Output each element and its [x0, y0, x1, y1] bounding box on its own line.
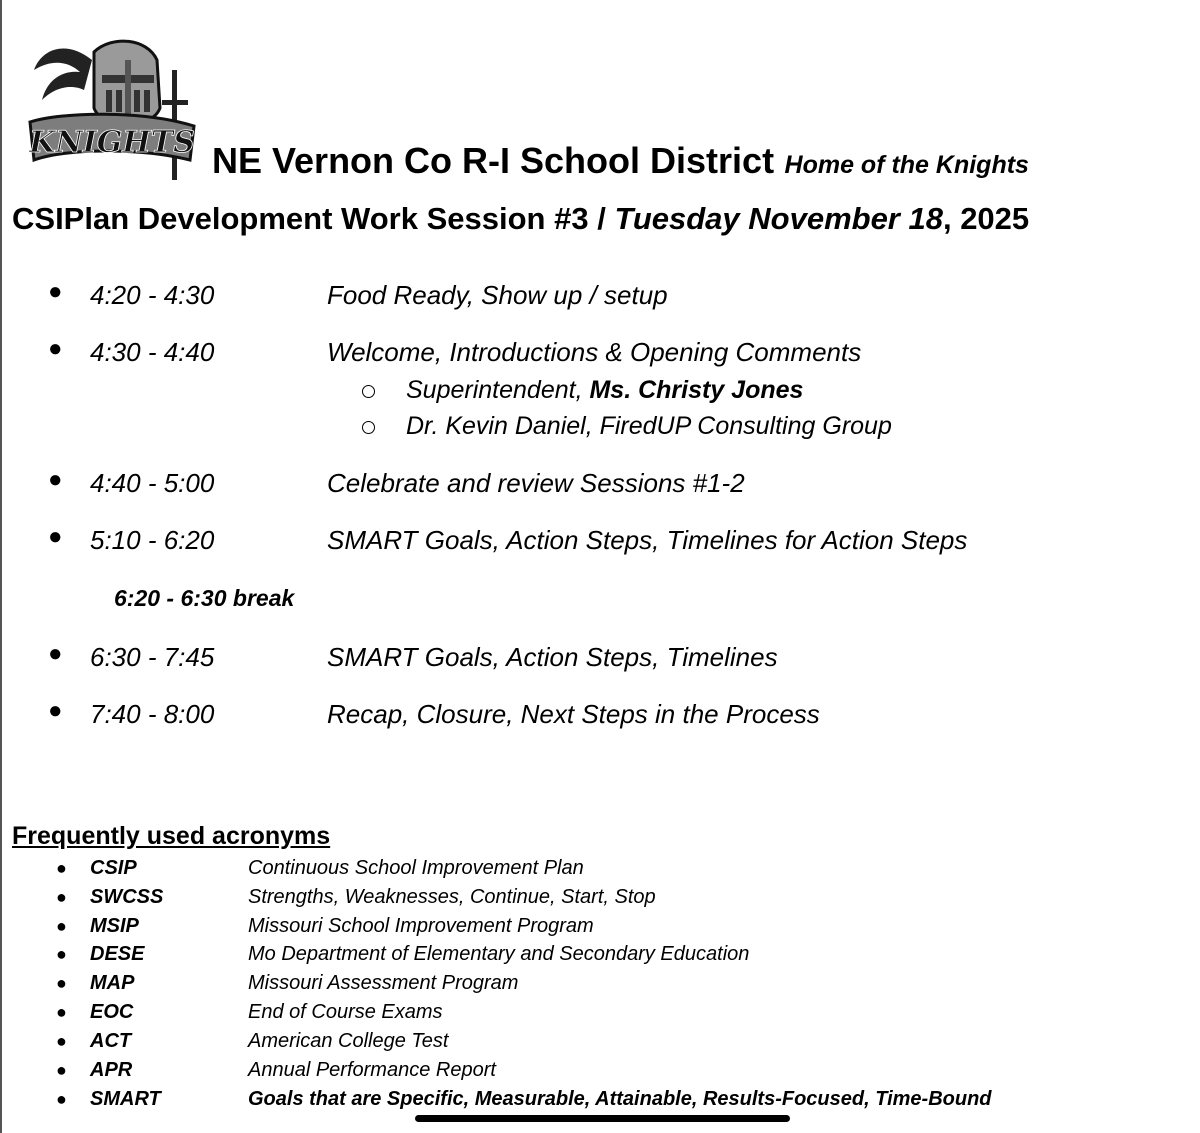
agenda-time: 4:30 - 4:40: [90, 337, 215, 367]
superintendent-name: Ms. Christy Jones: [589, 376, 804, 404]
bullet-icon: ●: [56, 1060, 67, 1080]
sub-item-text: [406, 376, 803, 405]
agenda-time: 4:40 - 5:00: [90, 468, 215, 498]
acronym-abbr: EOC: [90, 1001, 134, 1023]
acronym-def: Missouri Assessment Program: [248, 972, 519, 994]
bullet-icon: ●: [56, 1089, 67, 1109]
acronym-abbr: MSIP: [90, 915, 139, 937]
agenda-time: 5:10 - 6:20: [90, 525, 215, 555]
district-header: [212, 140, 1029, 182]
acronym-def: Annual Performance Report: [248, 1059, 496, 1081]
district-name: NE Vernon Co R-I School District: [212, 140, 775, 181]
circle-bullet-icon: [362, 421, 375, 434]
acronym-def: End of Course Exams: [248, 1001, 443, 1023]
home-indicator-bar[interactable]: [415, 1115, 790, 1122]
title-separator: /: [597, 201, 606, 236]
session-title-line: [12, 201, 1029, 237]
acronym-def: Goals that are Specific, Measurable, Attainable, Results-Focused, Time-Bound: [248, 1088, 992, 1110]
bullet-icon: ●: [48, 466, 63, 493]
bullet-icon: ●: [48, 523, 63, 550]
bullet-icon: ●: [56, 1002, 67, 1022]
acronym-abbr: SWCSS: [90, 886, 164, 908]
acronym-def: Strengths, Weaknesses, Continue, Start, Stop: [248, 886, 656, 908]
acronym-abbr: SMART: [90, 1088, 161, 1110]
agenda-desc: Welcome, Introductions & Opening Comments: [327, 337, 862, 367]
agenda-desc: Recap, Closure, Next Steps in the Process: [327, 699, 820, 729]
sub-item-text: Dr. Kevin Daniel, FiredUP Consulting Group: [406, 412, 892, 440]
session-date: Tuesday November 18: [614, 201, 943, 236]
knights-logo: [22, 30, 202, 180]
logo-lettering: KNIGHTS: [29, 125, 195, 160]
bullet-icon: ●: [56, 973, 67, 993]
knight-helmet-icon: [22, 30, 202, 180]
acronyms-heading: Frequently used acronyms: [12, 822, 331, 850]
acronym-abbr: DESE: [90, 943, 145, 965]
bullet-icon: ●: [48, 640, 63, 667]
agenda-desc: SMART Goals, Action Steps, Timelines for Action Steps: [327, 525, 968, 555]
acronym-def: Missouri School Improvement Program: [248, 915, 594, 937]
bullet-icon: ●: [56, 1031, 67, 1051]
agenda-desc: Food Ready, Show up / setup: [327, 280, 668, 310]
acronym-def: Continuous School Improvement Plan: [248, 857, 584, 879]
bullet-icon: ●: [56, 858, 67, 878]
agenda-time: 6:30 - 7:45: [90, 642, 215, 672]
acronym-def: American College Test: [248, 1030, 449, 1052]
agenda-time: 4:20 - 4:30: [90, 280, 215, 310]
circle-bullet-icon: [362, 385, 375, 398]
break-note: 6:20 - 6:30 break: [114, 585, 295, 611]
session-title: CSIPlan Development Work Session #3: [12, 201, 589, 236]
agenda-desc: SMART Goals, Action Steps, Timelines: [327, 642, 778, 672]
acronym-def: Mo Department of Elementary and Secondary Education: [248, 943, 750, 965]
session-year: , 2025: [942, 201, 1030, 236]
agenda-time: 7:40 - 8:00: [90, 699, 215, 729]
acronym-abbr: ACT: [90, 1030, 132, 1052]
bullet-icon: ●: [48, 697, 63, 724]
bullet-icon: ●: [48, 335, 63, 362]
bullet-icon: ●: [56, 944, 67, 964]
agenda-desc: Celebrate and review Sessions #1-2: [327, 468, 745, 498]
acronym-abbr: CSIP: [90, 857, 137, 879]
bullet-icon: ●: [48, 278, 63, 305]
page-left-border: [0, 0, 2, 1133]
bullet-icon: ●: [56, 916, 67, 936]
sub-item-prefix: Superintendent,: [406, 376, 590, 404]
acronym-abbr: APR: [90, 1059, 133, 1081]
acronym-abbr: MAP: [90, 972, 135, 994]
district-tagline: Home of the Knights: [784, 151, 1029, 179]
bullet-icon: ●: [56, 887, 67, 907]
